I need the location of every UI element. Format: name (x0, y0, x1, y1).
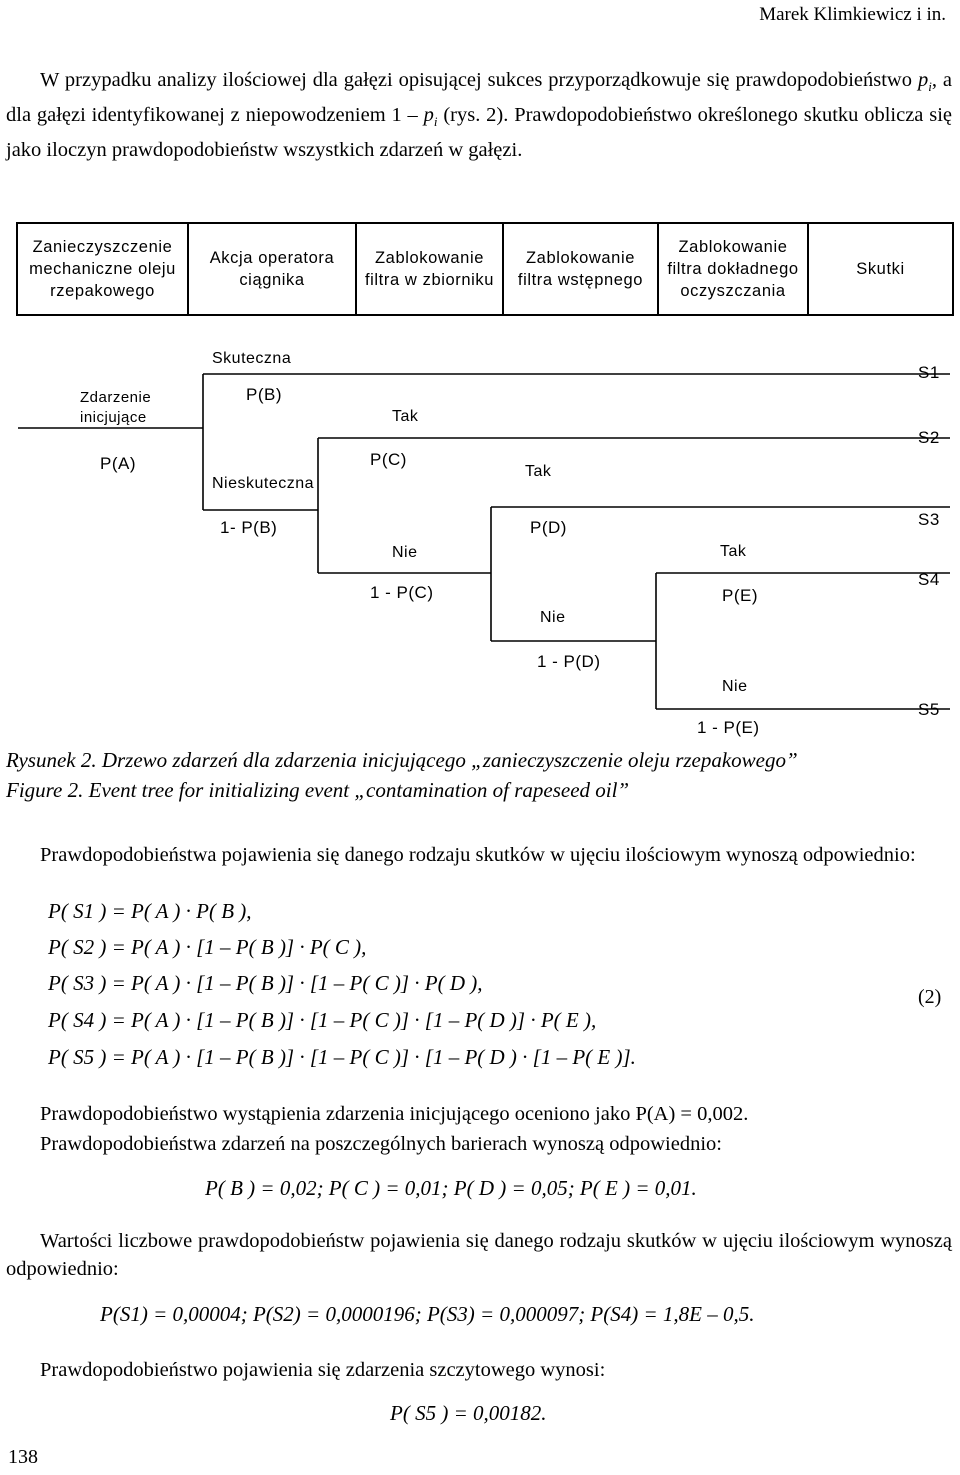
para-top-event: Prawdopodobieństwo pojawienia się zdarzenia szczytowego wynosi: (40, 1359, 606, 1381)
header-fine-filter: Zablokowanie filtra dokładnego oczyszczania (659, 224, 809, 314)
tree-no-d: Nie (540, 609, 566, 626)
header-tank-filter: Zablokowanie filtra w zbiorniku (357, 224, 504, 314)
tree-pc: P(C) (370, 450, 407, 469)
tree-initiating-label-2: inicjujące (80, 409, 147, 426)
para-results-intro: Prawdopodobieństwa pojawienia się danego rodzaju skutków w ujęciu ilościowym wynoszą odpowiednio: (40, 844, 916, 866)
tree-yes-c: Tak (392, 408, 419, 425)
tree-not-pd: 1 - P(D) (537, 652, 601, 671)
tree-no-e: Nie (722, 678, 748, 695)
intro-line2a: prawdopodobieństwo (735, 69, 912, 91)
outcome-s4: S4 (918, 570, 940, 589)
tree-pb: P(B) (246, 385, 282, 404)
tree-not-pc: 1 - P(C) (370, 583, 434, 602)
tree-pd: P(D) (530, 518, 567, 537)
tree-pe: P(E) (722, 586, 758, 605)
outcome-s5: S5 (918, 700, 940, 719)
header-outcomes: Skutki (856, 260, 905, 278)
page-number: 138 (8, 1446, 38, 1468)
equation-s4: P( S4 ) = P( A ) · [1 – P( B )] · [1 – P( C )] · [1 – P( D )] · P( E ), (48, 1008, 597, 1032)
pi-symbol-2: $p_i$ (423, 104, 438, 130)
equation-number: (2) (918, 986, 942, 1008)
outcome-s1: S1 (918, 363, 940, 382)
figure-caption-en: Figure 2. Event tree for initializing event „contamination of rapeseed oil” (6, 778, 630, 802)
tree-yes-e: Tak (720, 543, 747, 560)
equation-s5: P( S5 ) = P( A ) · [1 – P( B )] · [1 – P( C )] · [1 – P( D ) · [1 – P( E )]. (48, 1045, 636, 1069)
equation-values: P(S1) = 0,00004; P(S2) = 0,0000196; P(S3) = 0,000097; P(S4) = 1,8E – 0,5. (100, 1302, 755, 1326)
intro-line2c: (rys. 2). (437, 104, 509, 127)
intro-line3: Prawdopodobieństwo określonego skutku oblicza się jako iloczyn prawdopodobieństw wszystkich zdarzeń w gałęzi. (6, 104, 952, 162)
intro-line1: W przypadku analizy ilościowej dla gałęzi opisującej sukces przyporządkowuje się (40, 69, 730, 91)
running-header: Marek Klimkiewicz i in. (759, 4, 946, 25)
tree-initiating-label-1: Zdarzenie (80, 389, 152, 406)
para-initiating-probability: Prawdopodobieństwo wystąpienia zdarzenia inicjującego oceniono jako P(A) = 0,002. (40, 1103, 749, 1125)
tree-not-pb: 1- P(B) (220, 518, 278, 537)
header-initiating: Zanieczyszczenie mechaniczne oleju rzepakowego (18, 224, 189, 314)
tree-success-label: Skuteczna (212, 350, 292, 367)
header-operator: Akcja operatora ciągnika (189, 224, 357, 314)
header-pre-filter: Zablokowanie filtra wstępnego (504, 224, 659, 314)
intro-line2b: , a dla gałęzi identyfikowanej z niepowodzeniem 1 – (6, 69, 952, 127)
figure-caption-pl: Rysunek 2. Drzewo zdarzeń dla zdarzenia inicjującego „zanieczyszczenie oleju rzepakowego” (6, 748, 798, 772)
tree-pa: P(A) (100, 454, 136, 473)
tree-not-pe: 1 - P(E) (697, 718, 760, 737)
equation-top-event: P( S5 ) = 0,00182. (390, 1401, 547, 1425)
tree-no-c: Nie (392, 544, 418, 561)
tree-yes-d: Tak (525, 463, 552, 480)
equation-s1: P( S1 ) = P( A ) · P( B ), (48, 899, 252, 923)
tree-failure-label: Nieskuteczna (212, 475, 315, 492)
equation-s2: P( S2 ) = P( A ) · [1 – P( B )] · P( C ), (48, 935, 367, 959)
para-barrier-intro: Prawdopodobieństwa zdarzeń na poszczególnych barierach wynoszą odpowiednio: (40, 1133, 722, 1155)
equation-s3: P( S3 ) = P( A ) · [1 – P( B )] · [1 – P( C )] · P( D ), (48, 971, 483, 995)
outcome-s2: S2 (918, 428, 940, 447)
para-values-intro: Wartości liczbowe prawdopodobieństw pojawienia się danego rodzaju skutków w ujęciu ilościowym wynoszą odpowiednio: (6, 1230, 952, 1280)
outcome-s3: S3 (918, 510, 940, 529)
equation-barriers: P( B ) = 0,02; P( C ) = 0,01; P( D ) = 0,05; P( E ) = 0,01. (205, 1176, 697, 1200)
pi-symbol: $p_i$ (917, 69, 932, 95)
